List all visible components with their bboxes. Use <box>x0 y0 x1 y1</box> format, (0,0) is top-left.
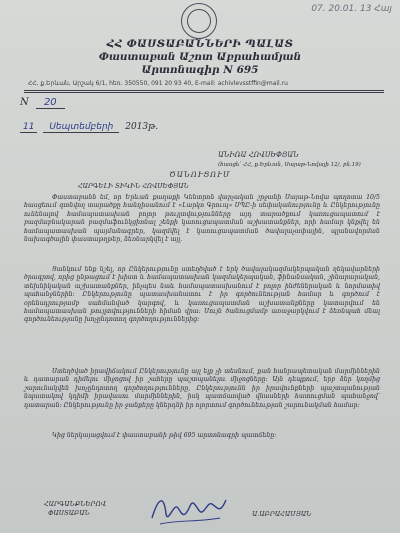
coat-of-arms-emblem <box>181 3 217 39</box>
handwritten-signature <box>148 484 228 532</box>
letterhead-chamber: ՀՀ ՓԱՍՏԱԲԱՆՆԵՐԻ ՊԱԼԱՏ <box>106 38 294 50</box>
document-date <box>20 122 158 132</box>
lawyer-label: ՓԱՍՏԱԲԱՆ <box>48 509 90 517</box>
document-number <box>20 97 65 108</box>
header-divider-bottom <box>24 92 384 93</box>
date-year: 2013թ. <box>125 122 159 132</box>
regards-label: ՀԱՐԳԱՆՔՆԵՐՈՎ <box>44 500 106 508</box>
paragraph-2-text: Ցանկում ենք նշել, որ Ընկերությունը ստեղծված է երկ ծավալակազմակերպական ղեկավարների ծրագրով, որից ընթացում է խիստ և համապատասխան կազմակերպական, ֆինանսական, շինարարական, տեխնիկական աշխատանքներ, ինչպես նաև համապատասխանում է բոլոր ինժեներական և նորմատիվ պահանջներին: Ընկերությունը պատասխանատու է իր գործունեության համար և գործում է օրենսդրությամբ սահմանված կարգով, և կառուցապատման աշխատանքները կատարվում են համապատասխան թույլտվությունների հիման վրա: Սույն ծանուցմամբ առաջարկվում է ձեռնպահ մնալ գործունեությանը խոչընդոտող գործողություններից: <box>24 266 380 324</box>
recipient-block <box>218 150 393 170</box>
paragraph-2 <box>24 266 380 325</box>
paragraph-1 <box>24 194 380 244</box>
date-day: 11 <box>20 122 37 133</box>
recipient-address: (հասցե՝ ՀՀ, ք.Երևան, Սայաթ-Նովայի 12/, բն.19) <box>218 162 361 168</box>
document-number-value: 20 <box>36 97 65 109</box>
paragraph-4-text: Կից ներկայացվում է փաստաբանի թիվ 695 արտոնագրի պատճենը: <box>52 432 277 439</box>
date-month: Սեպտեմբերի <box>43 122 119 133</box>
greeting: ՀԱՐԳԵԼԻ ՏԻԿԻՆ ՀՈՎՍԵՓՅԱՆ <box>78 182 189 190</box>
letterhead-license: Արտոնագիր N 695 <box>141 64 259 76</box>
document-title: ԾԱՆՈՒՑՈՒՄ <box>169 170 231 179</box>
document-number-label: N <box>20 97 29 108</box>
paragraph-4 <box>24 432 380 440</box>
header-divider-top <box>24 90 384 91</box>
emblem-inner-ring <box>187 9 211 33</box>
paragraph-3-text: Ստեղծված իրավիճակում Ընկերությունը այլ ելք չի տեսնում, քան հանրապետական մարմիններին և դատարան դիմելու միջոցով իր շահերը պաշտպանելու միջոցները: Այն դեպքում, երբ ձեր կողմից շարունակվեն խոչընդոտող գործողությունները, Ընկերությունն իր իրավունքների պաշտպանության նպատակով կդիմի իրավասու մարմիններին, իսկ պատճառված վնասների հատուցման պահանջով՝ դատարան: Ընկերությունը իր ջանքերը կներդնի իր ոլորտում գործունեության շարունակման համար: <box>24 368 380 409</box>
handwritten-note: 07. 20.01. 13 Հայ <box>311 4 392 14</box>
paragraph-3 <box>24 368 380 410</box>
letterhead-lawyer-name: Փաստաբան Աշոտ Աբրահամյան <box>98 51 302 63</box>
signatory-name: Ա.ԱԲՐԱՀԱՄՅԱՆ <box>252 510 312 518</box>
recipient-name: ԱՆԻՌԱ ՀՈՎՍԵՓՅԱՆ <box>218 151 299 159</box>
signature-labels <box>44 500 106 518</box>
paragraph-1-text: Փաստաբանն եմ, որ Երևան քաղաքի Կենտրոն վարչական շրջանի Սայաթ-Նովա պողոտա 10/5 հասցեում գտնվող տարածքը հանդիսանում է «Լարկո Գրուպ» ՍՊԸ-ի սեփականությունը և Ընկերությունը ունենալով համապատասխան բոլոր թույլտվությունները այդ տարածքում կառուցապատում է բազմաբնակարան բազմաֆունկցիոնալ շենքի կառուցապատման աշխատանքներ, որի համար կնքվել են համապատասխան պայմանագրեր, կազմվել է կառուցապատման ծավալաչափային, պլանավորման նախագծային փաստաթղթեր, ձեռնարկվել է այլ. <box>24 194 380 244</box>
letterhead-address: ՀՀ, ք.Երևան, Արշակ 6/1, հեռ. 350550, 091 20 93 40, E-mail: achivlevsstffin@mail.ru <box>28 80 288 87</box>
